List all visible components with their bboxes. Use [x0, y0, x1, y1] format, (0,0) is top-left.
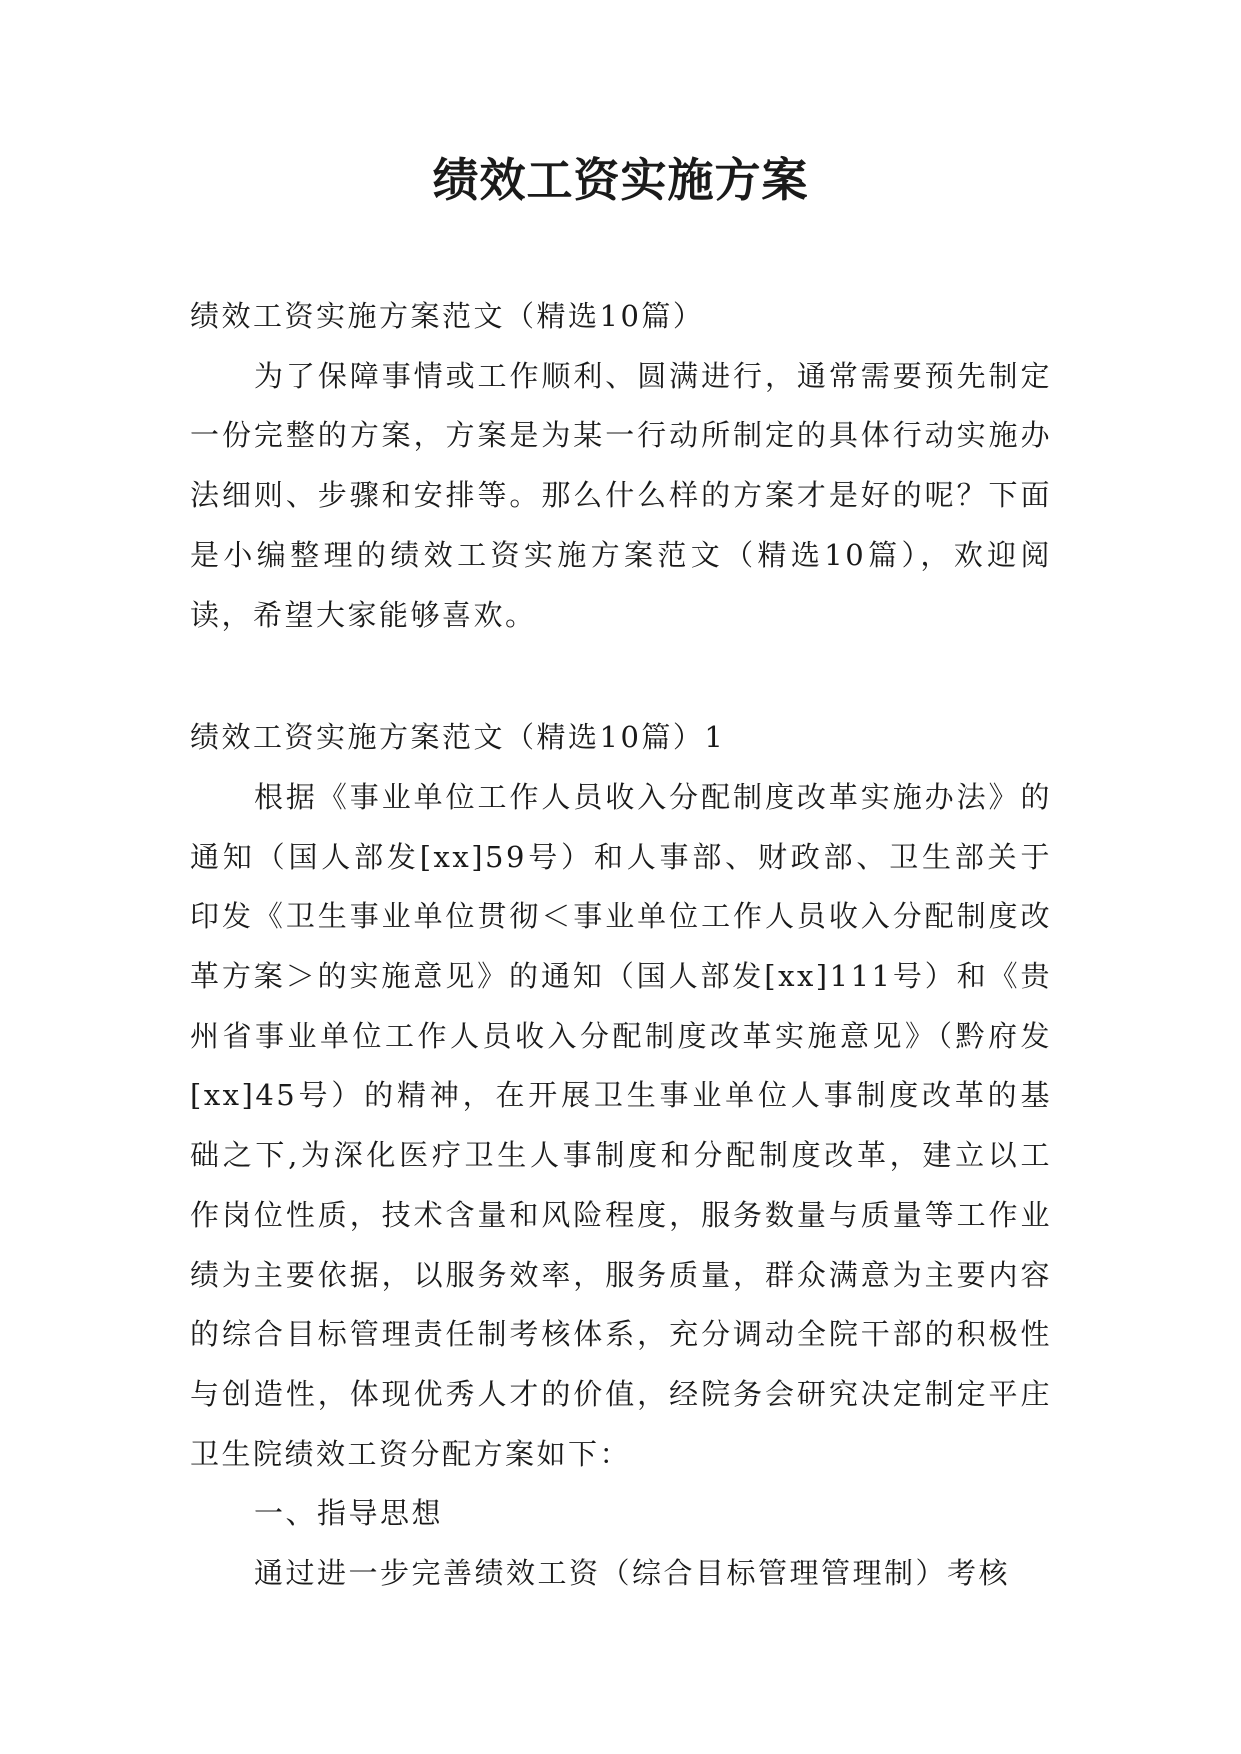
point-paragraph: 通过进一步完善绩效工资（综合目标管理管理制）考核: [254, 1556, 1011, 1591]
subtitle-line: 绩效工资实施方案范文（精选10篇）: [190, 299, 705, 333]
paragraph-spacer: [190, 645, 1052, 708]
intro-paragraph: 为了保障事情或工作顺利、圆满进行，通常需要预先制定一份完整的方案，方案是为某一行动所制定的具体行动实施办法细则、步骤和安排等。那么什么样的方案才是好的呢？下面是小编整理的绩效工资实施方案范文（精选10篇），欢迎阅读，希望大家能够喜欢。: [190, 358, 1052, 632]
point-heading: 一、指导思想: [254, 1496, 444, 1531]
document-title: 绩效工资实施方案: [432, 153, 809, 207]
document-body: [190, 287, 1052, 1604]
section-paragraph: 根据《事业单位工作人员收入分配制度改革实施办法》的通知（国人部发[xx]59号）和人事部、财政部、卫生部关于印发《卫生事业单位贯彻＜事业单位工作人员收入分配制度改革方案＞的实施意见》的通知（国人部发[xx]111号）和《贵州省事业单位工作人员收入分配制度改革实施意见》（黔府发[xx]45号）的精神，在开展卫生事业单位人事制度改革的基础之下,为深化医疗卫生人事制度和分配制度改革，建立以工作岗位性质，技术含量和风险程度，服务数量与质量等工作业绩为主要依据，以服务效率，服务质量，群众满意为主要内容的综合目标管理责任制考核体系，充分调动全院干部的积极性与创造性，体现优秀人才的价值，经院务会研究决定制定平庄卫生院绩效工资分配方案如下：: [190, 779, 1052, 1471]
section-heading: 绩效工资实施方案范文（精选10篇）1: [190, 720, 726, 755]
